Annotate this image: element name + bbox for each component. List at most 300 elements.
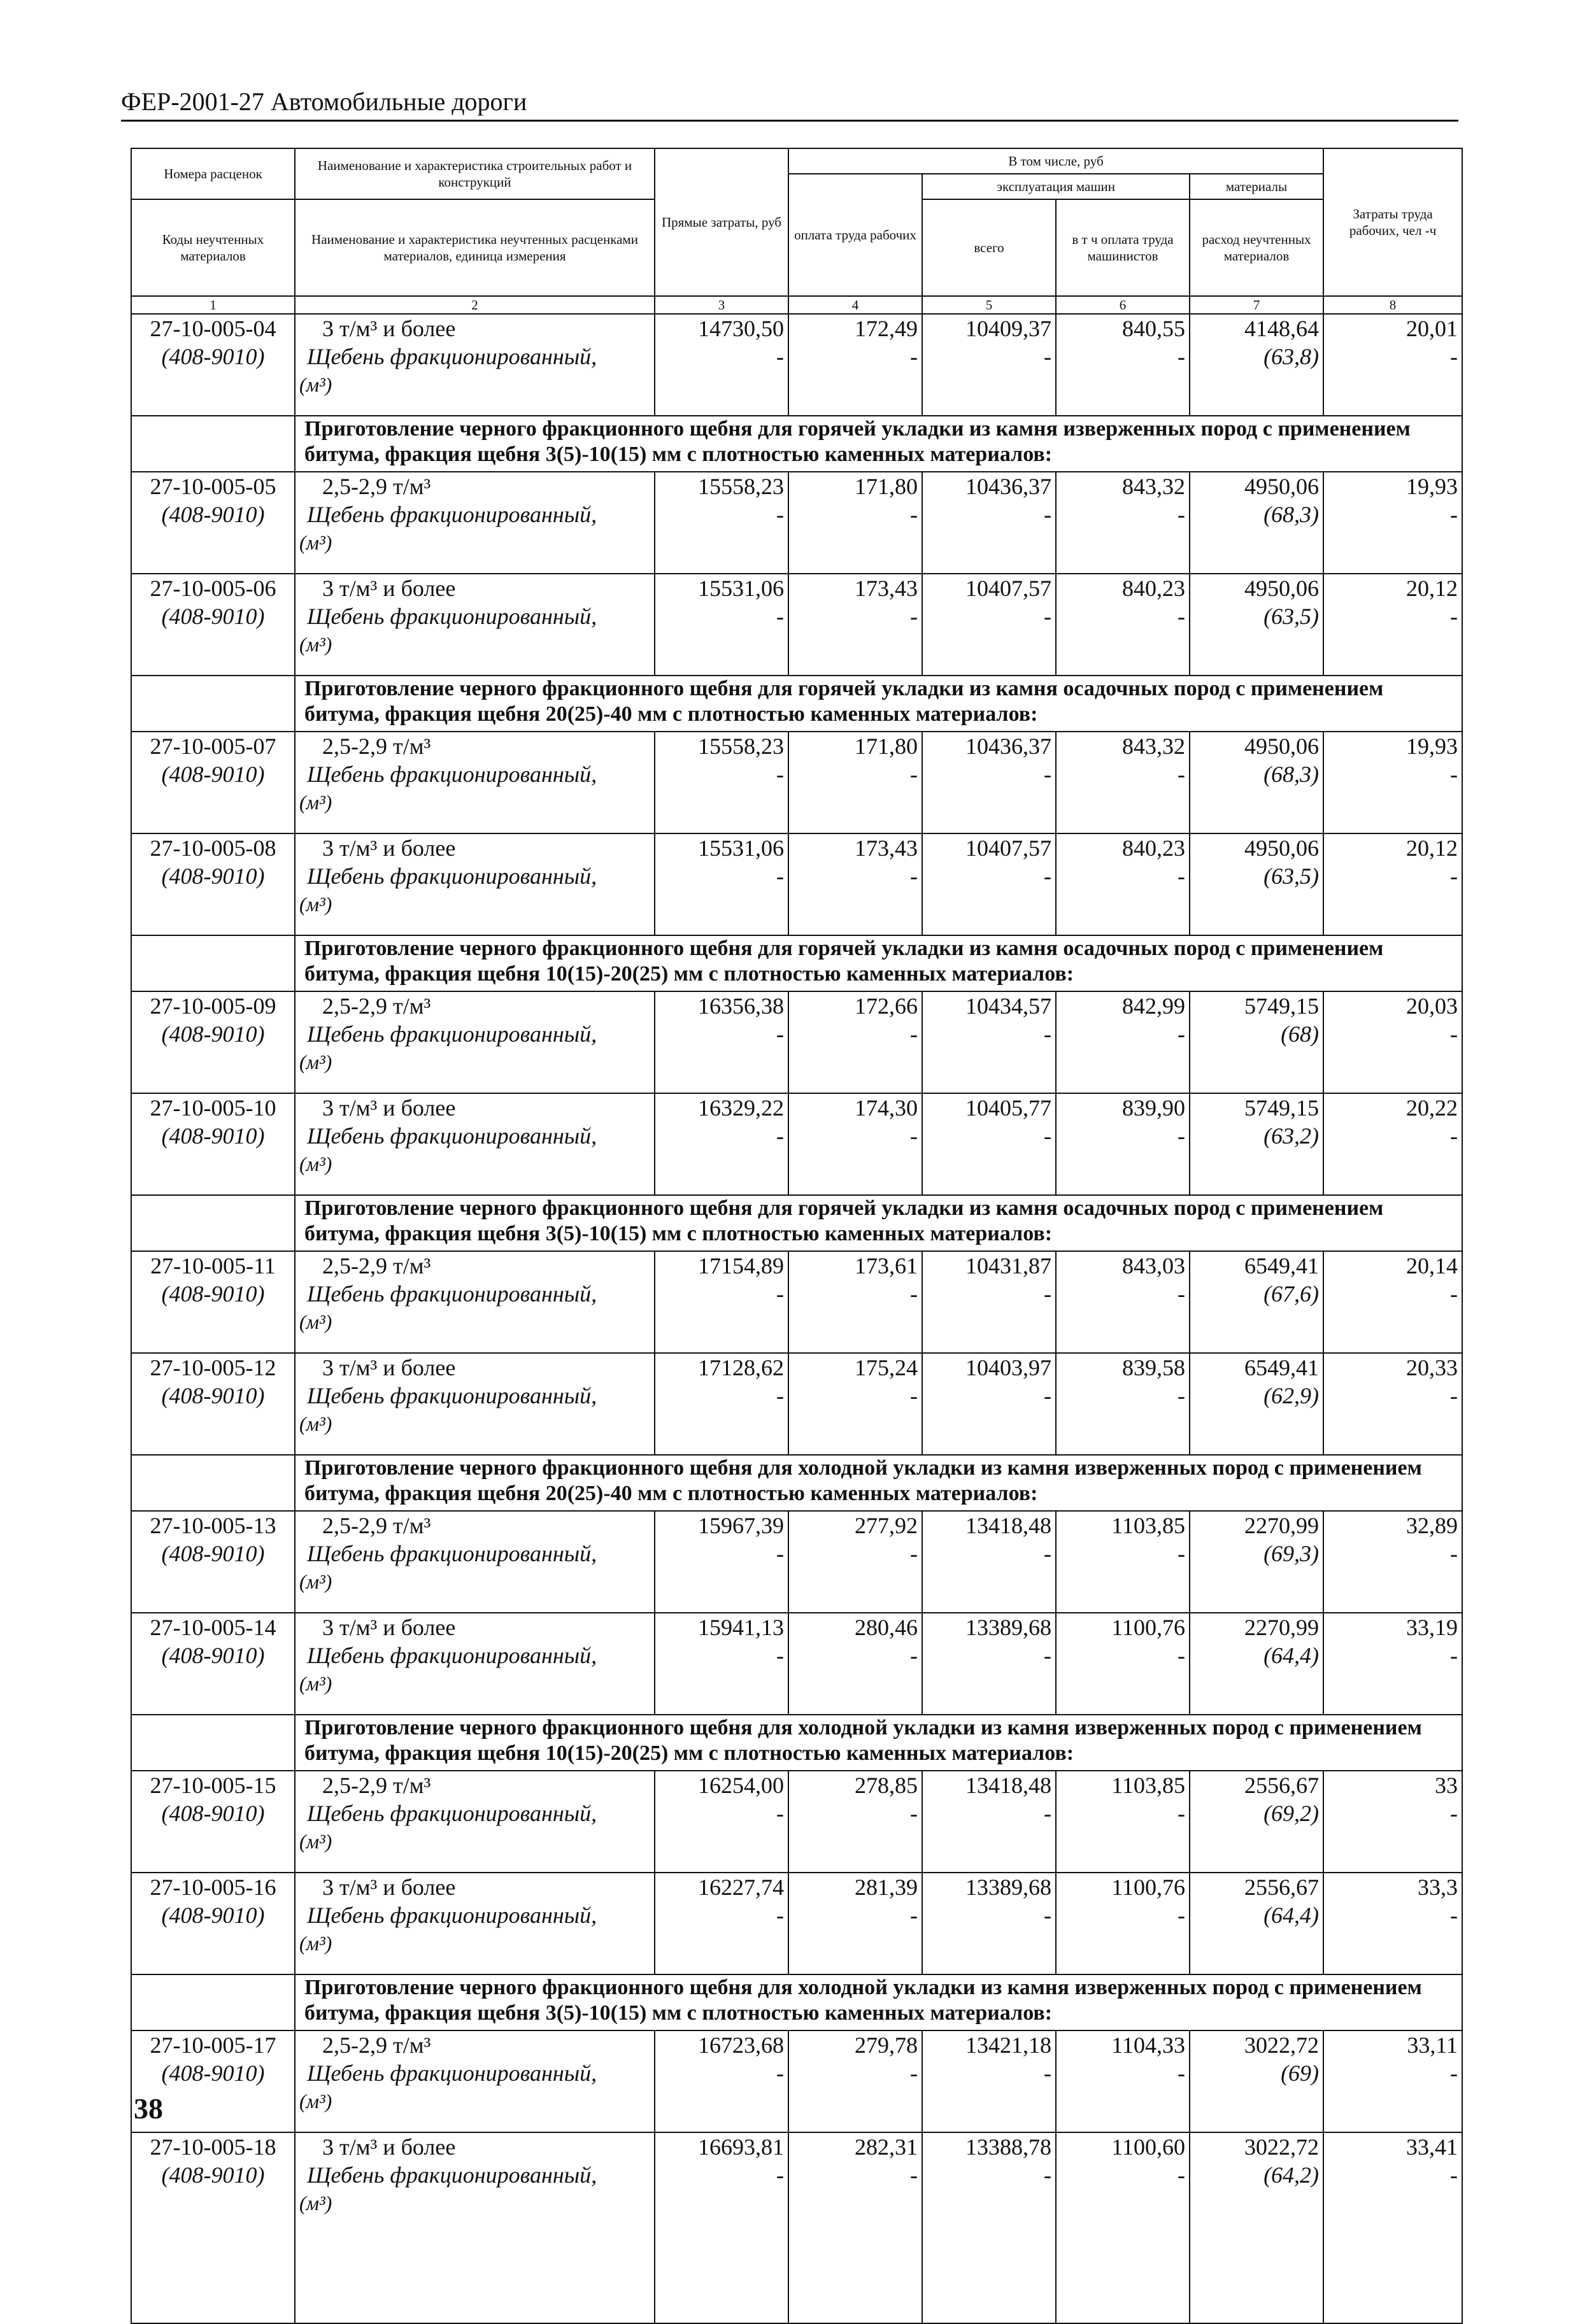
head-material-codes: Коды неучтенных материалов (131, 199, 295, 296)
labor-hours-cell (1323, 472, 1462, 574)
material-quantity: (63,2) (1263, 1123, 1320, 1149)
work-name-cell (295, 1251, 655, 1353)
labor-pay: 280,46 (855, 1615, 918, 1640)
work-name-cell (295, 991, 655, 1093)
material-unit: (м³) (299, 1412, 332, 1435)
material-name: Щебень фракционированный, (307, 1643, 597, 1668)
machines-total-cell (922, 732, 1056, 833)
dash: - (910, 1123, 918, 1149)
work-name-cell (295, 314, 655, 416)
machinist-pay-cell (1056, 1771, 1190, 1873)
dash: - (1450, 502, 1458, 527)
dash: - (1450, 1383, 1458, 1408)
rate-code: 27-10-005-05 (150, 474, 276, 499)
work-name: 2,5-2,9 т/м³ (322, 1513, 431, 1538)
machinist-pay: 839,58 (1122, 1355, 1185, 1380)
labor-hours-cell (1323, 1511, 1462, 1613)
dash: - (1450, 762, 1458, 787)
rate-code-cell (131, 732, 295, 833)
direct-cost-cell (655, 1771, 788, 1873)
materials-cost: 2556,67 (1244, 1773, 1320, 1798)
direct-cost-cell (655, 1353, 788, 1455)
head-direct-costs: Прямые затраты, руб (655, 148, 788, 296)
work-name: 3 т/м³ и более (322, 1355, 456, 1380)
direct-cost-cell (655, 1511, 788, 1613)
materials-cost: 4950,06 (1244, 474, 1320, 499)
dash: - (910, 1383, 918, 1408)
direct-cost: 15558,23 (698, 474, 784, 499)
section-title: Приготовление черного фракционного щебня для горячей укладки из камня осадочных пород с применением битума, фракция щебня 20(25)-40 мм с плотностью каменных материалов: (295, 676, 1462, 732)
rate-code: 27-10-005-09 (150, 993, 276, 1019)
labor-hours-cell (1323, 1873, 1462, 1974)
rate-code: 27-10-005-14 (150, 1615, 276, 1640)
rate-code-cell (131, 574, 295, 676)
material-code: (408-9010) (161, 604, 265, 629)
rate-code: 27-10-005-17 (150, 2032, 276, 2058)
price-table (131, 148, 1463, 2324)
material-name: Щебень фракционированный, (307, 604, 597, 629)
machines-total-cell (922, 2132, 1056, 2323)
labor-pay: 281,39 (855, 1874, 918, 1900)
machines-total: 10405,77 (965, 1095, 1051, 1121)
direct-cost: 15558,23 (698, 733, 784, 759)
materials-cost: 2556,67 (1244, 1874, 1320, 1900)
labor-hours: 33,3 (1418, 1874, 1458, 1900)
dash: - (910, 2162, 918, 2188)
work-name-cell (295, 1613, 655, 1715)
direct-cost-cell (655, 314, 788, 416)
materials-cell (1190, 2132, 1323, 2323)
dash: - (1450, 1021, 1458, 1047)
dash: - (1178, 2162, 1185, 2188)
direct-cost-cell (655, 1873, 788, 1974)
materials-cell (1190, 314, 1323, 416)
material-quantity: (64,2) (1263, 2162, 1320, 2188)
section-spacer (131, 1195, 295, 1251)
section-spacer (131, 416, 295, 472)
materials-cell (1190, 574, 1323, 676)
section-title: Приготовление черного фракционного щебня для холодной укладки из камня изверженных пород с применением битума, фракция щебня 10(15)-20(25) мм с плотностью каменных материалов: (295, 1715, 1462, 1771)
rate-code: 27-10-005-10 (150, 1095, 276, 1121)
work-name: 3 т/м³ и более (322, 316, 456, 341)
materials-cost: 4950,06 (1244, 835, 1320, 861)
labor-pay: 171,80 (855, 733, 918, 759)
direct-cost: 17128,62 (698, 1355, 784, 1380)
machines-total-cell (922, 1251, 1056, 1353)
direct-cost: 16329,22 (698, 1095, 784, 1121)
direct-cost-cell (655, 2132, 788, 2323)
labor-pay: 172,66 (855, 993, 918, 1019)
material-name: Щебень фракционированный, (307, 2162, 597, 2188)
machinist-pay-cell (1056, 2030, 1190, 2132)
labor-pay: 172,49 (855, 316, 918, 341)
labor-hours: 33,41 (1406, 2134, 1458, 2160)
dash: - (1044, 1383, 1051, 1408)
material-quantity: (63,5) (1263, 604, 1320, 629)
material-code: (408-9010) (161, 762, 265, 787)
machines-total: 13418,48 (965, 1773, 1051, 1798)
direct-cost: 17154,89 (698, 1253, 784, 1279)
machines-total: 10436,37 (965, 733, 1051, 759)
direct-cost: 16227,74 (698, 1874, 784, 1900)
table-row (131, 1353, 1462, 1455)
material-quantity: (68,3) (1263, 502, 1320, 527)
machinist-pay: 1104,33 (1111, 2032, 1185, 2058)
direct-cost-cell (655, 2030, 788, 2132)
work-name-cell (295, 2132, 655, 2323)
labor-hours-cell (1323, 1251, 1462, 1353)
materials-cost: 4148,64 (1244, 316, 1320, 341)
labor-pay-cell (788, 2132, 922, 2323)
labor-pay: 173,43 (855, 576, 918, 601)
dash: - (1044, 604, 1051, 629)
table-row (131, 2030, 1462, 2132)
section-spacer (131, 676, 295, 732)
labor-pay: 173,43 (855, 835, 918, 861)
direct-cost-cell (655, 1613, 788, 1715)
materials-cell (1190, 1093, 1323, 1195)
labor-pay: 277,92 (855, 1513, 918, 1538)
rate-code-cell (131, 1511, 295, 1613)
material-quantity: (62,9) (1263, 1383, 1320, 1408)
machines-total: 13389,68 (965, 1615, 1051, 1640)
section-row (131, 1715, 1462, 1771)
material-code: (408-9010) (161, 1541, 265, 1566)
dash: - (910, 863, 918, 889)
machinist-pay-cell (1056, 574, 1190, 676)
materials-cell (1190, 2030, 1323, 2132)
rate-code: 27-10-005-15 (150, 1773, 276, 1798)
dash: - (1450, 1281, 1458, 1307)
table-row (131, 1613, 1462, 1715)
labor-pay: 171,80 (855, 474, 918, 499)
rate-code: 27-10-005-18 (150, 2134, 276, 2160)
machines-total-cell (922, 1093, 1056, 1195)
col-num: 4 (788, 296, 922, 314)
direct-cost: 16254,00 (698, 1773, 784, 1798)
materials-cell (1190, 472, 1323, 574)
work-name-cell (295, 732, 655, 833)
head-rate-numbers: Номера расценок (131, 148, 295, 199)
labor-hours-cell (1323, 314, 1462, 416)
dash: - (1178, 1902, 1185, 1928)
machinist-pay: 842,99 (1122, 993, 1185, 1019)
work-name: 3 т/м³ и более (322, 835, 456, 861)
material-unit: (м³) (299, 1152, 332, 1175)
material-code: (408-9010) (161, 2162, 265, 2188)
labor-hours: 20,01 (1406, 316, 1458, 341)
rate-code-cell (131, 833, 295, 935)
machines-total-cell (922, 833, 1056, 935)
dash: - (776, 344, 784, 369)
machinist-pay: 843,32 (1122, 733, 1185, 759)
labor-hours: 33 (1435, 1773, 1458, 1798)
work-name-cell (295, 1511, 655, 1613)
rate-code: 27-10-005-16 (150, 1874, 276, 1900)
material-name: Щебень фракционированный, (307, 502, 597, 527)
dash: - (1178, 1383, 1185, 1408)
direct-cost: 15531,06 (698, 835, 784, 861)
work-name: 2,5-2,9 т/м³ (322, 1773, 431, 1798)
section-spacer (131, 1715, 295, 1771)
dash: - (1044, 1902, 1051, 1928)
machinist-pay-cell (1056, 991, 1190, 1093)
direct-cost-cell (655, 833, 788, 935)
labor-hours: 20,12 (1406, 576, 1458, 601)
labor-hours-cell (1323, 2132, 1462, 2323)
material-unit: (м³) (299, 791, 332, 814)
rate-code: 27-10-005-04 (150, 316, 276, 341)
dash: - (1450, 2060, 1458, 2086)
machines-total-cell (922, 1511, 1056, 1613)
dash: - (1044, 502, 1051, 527)
materials-cost: 4950,06 (1244, 576, 1320, 601)
dash: - (776, 1541, 784, 1566)
table-row (131, 2132, 1462, 2323)
machines-total-cell (922, 314, 1056, 416)
labor-pay-cell (788, 1613, 922, 1715)
section-title: Приготовление черного фракционного щебня для горячей укладки из камня осадочных пород с применением битума, фракция щебня 10(15)-20(25) мм с плотностью каменных материалов: (295, 935, 1462, 991)
table-row (131, 1251, 1462, 1353)
dash: - (1178, 762, 1185, 787)
machines-total: 13389,68 (965, 1874, 1051, 1900)
section-row (131, 1455, 1462, 1511)
col-num: 7 (1190, 296, 1323, 314)
machines-total-cell (922, 472, 1056, 574)
material-code: (408-9010) (161, 1902, 265, 1928)
dash: - (776, 1902, 784, 1928)
direct-cost-cell (655, 574, 788, 676)
dash: - (910, 604, 918, 629)
work-name-cell (295, 2030, 655, 2132)
direct-cost-cell (655, 732, 788, 833)
materials-cell (1190, 1511, 1323, 1613)
section-row (131, 676, 1462, 732)
table-body (131, 314, 1462, 2323)
material-name: Щебень фракционированный, (307, 1902, 597, 1928)
section-row (131, 1974, 1462, 2030)
rate-code: 27-10-005-06 (150, 576, 276, 601)
labor-hours-cell (1323, 1353, 1462, 1455)
dash: - (910, 2060, 918, 2086)
material-quantity: (69,2) (1263, 1801, 1320, 1826)
direct-cost: 15531,06 (698, 576, 784, 601)
machinist-pay: 1100,60 (1111, 2134, 1185, 2160)
machinist-pay-cell (1056, 2132, 1190, 2323)
machines-total-cell (922, 1771, 1056, 1873)
materials-cell (1190, 1613, 1323, 1715)
dash: - (1044, 1021, 1051, 1047)
dash: - (1044, 1123, 1051, 1149)
labor-pay-cell (788, 1873, 922, 1974)
material-quantity: (64,4) (1263, 1643, 1320, 1668)
materials-cell (1190, 1251, 1323, 1353)
dash: - (1178, 604, 1185, 629)
materials-cell (1190, 1353, 1323, 1455)
direct-cost: 16356,38 (698, 993, 784, 1019)
labor-hours-cell (1323, 1093, 1462, 1195)
machines-total: 10407,57 (965, 835, 1051, 861)
work-name-cell (295, 574, 655, 676)
labor-pay-cell (788, 1093, 922, 1195)
labor-pay: 282,31 (855, 2134, 918, 2160)
machines-total: 10409,37 (965, 316, 1051, 341)
machines-total-cell (922, 1353, 1056, 1455)
dash: - (910, 1021, 918, 1047)
dash: - (776, 2060, 784, 2086)
dash: - (1044, 1643, 1051, 1668)
material-code: (408-9010) (161, 1281, 265, 1307)
material-name: Щебень фракционированный, (307, 344, 597, 369)
dash: - (1178, 344, 1185, 369)
section-row (131, 416, 1462, 472)
labor-hours: 32,89 (1406, 1513, 1458, 1538)
material-unit: (м³) (299, 2192, 332, 2214)
work-name-cell (295, 833, 655, 935)
material-name: Щебень фракционированный, (307, 1541, 597, 1566)
machinist-pay-cell (1056, 1613, 1190, 1715)
labor-pay: 175,24 (855, 1355, 918, 1380)
section-title: Приготовление черного фракционного щебня для холодной укладки из камня изверженных пород с применением битума, фракция щебня 3(5)-10(15) мм с плотностью каменных материалов: (295, 1974, 1462, 2030)
dash: - (776, 2162, 784, 2188)
table-row (131, 574, 1462, 676)
material-code: (408-9010) (161, 2060, 265, 2086)
work-name: 3 т/м³ и более (322, 2134, 456, 2160)
materials-cost: 3022,72 (1244, 2032, 1320, 2058)
labor-pay-cell (788, 472, 922, 574)
machinist-pay: 840,23 (1122, 576, 1185, 601)
section-row (131, 1195, 1462, 1251)
dash: - (910, 1902, 918, 1928)
material-quantity: (69) (1281, 2060, 1320, 2086)
machinist-pay-cell (1056, 1093, 1190, 1195)
direct-cost-cell (655, 1093, 788, 1195)
table-row (131, 1771, 1462, 1873)
material-name: Щебень фракционированный, (307, 1383, 597, 1408)
machines-total: 10434,57 (965, 993, 1051, 1019)
head-machinist-pay: в т ч оплата труда машинистов (1056, 199, 1190, 296)
rate-code-cell (131, 991, 295, 1093)
rate-code: 27-10-005-07 (150, 733, 276, 759)
labor-hours: 20,03 (1406, 993, 1458, 1019)
head-including: В том числе, руб (788, 148, 1323, 174)
labor-hours-cell (1323, 2030, 1462, 2132)
dash: - (910, 344, 918, 369)
labor-hours: 33,11 (1407, 2032, 1458, 2058)
machinist-pay: 1103,85 (1111, 1773, 1185, 1798)
machines-total: 13388,78 (965, 2134, 1051, 2160)
table-head (131, 148, 1462, 314)
dash: - (910, 1281, 918, 1307)
dash: - (1044, 762, 1051, 787)
head-machines: эксплуатация машин (922, 174, 1190, 199)
labor-hours-cell (1323, 1771, 1462, 1873)
dash: - (1450, 604, 1458, 629)
dash: - (1178, 1801, 1185, 1826)
section-title: Приготовление черного фракционного щебня для холодной укладки из камня изверженных пород с применением битума, фракция щебня 20(25)-40 мм с плотностью каменных материалов: (295, 1455, 1462, 1511)
machinist-pay: 840,23 (1122, 835, 1185, 861)
machinist-pay: 843,03 (1122, 1253, 1185, 1279)
machinist-pay-cell (1056, 732, 1190, 833)
rate-code-cell (131, 1353, 295, 1455)
labor-hours-cell (1323, 574, 1462, 676)
work-name-cell (295, 472, 655, 574)
dash: - (776, 1801, 784, 1826)
materials-cost: 4950,06 (1244, 733, 1320, 759)
labor-pay-cell (788, 1251, 922, 1353)
labor-hours: 20,12 (1406, 835, 1458, 861)
labor-pay-cell (788, 574, 922, 676)
labor-hours: 33,19 (1406, 1615, 1458, 1640)
machinist-pay: 843,32 (1122, 474, 1185, 499)
table-row (131, 833, 1462, 935)
table-row (131, 1511, 1462, 1613)
machinist-pay-cell (1056, 1511, 1190, 1613)
machines-total-cell (922, 1613, 1056, 1715)
rate-code-cell (131, 1613, 295, 1715)
material-quantity: (69,3) (1263, 1541, 1320, 1566)
material-name: Щебень фракционированный, (307, 863, 597, 889)
page-header: ФЕР-2001-27 Автомобильные дороги (121, 87, 1458, 122)
rate-code: 27-10-005-12 (150, 1355, 276, 1380)
direct-cost-cell (655, 1251, 788, 1353)
dash: - (776, 1281, 784, 1307)
labor-pay: 173,61 (855, 1253, 918, 1279)
col-num: 3 (655, 296, 788, 314)
head-work-name: Наименование и характеристика строительных работ и конструкций (295, 148, 655, 199)
labor-hours-cell (1323, 1613, 1462, 1715)
work-name-cell (295, 1353, 655, 1455)
head-labor-hours: Затраты труда рабочих, чел -ч (1323, 148, 1462, 296)
section-spacer (131, 1455, 295, 1511)
dash: - (1178, 863, 1185, 889)
material-name: Щебень фракционированный, (307, 1021, 597, 1047)
table-row (131, 1873, 1462, 1974)
machines-total: 13418,48 (965, 1513, 1051, 1538)
material-quantity: (67,6) (1263, 1281, 1320, 1307)
machinist-pay-cell (1056, 833, 1190, 935)
col-num: 8 (1323, 296, 1462, 314)
labor-hours: 20,33 (1406, 1355, 1458, 1380)
dash: - (1450, 2162, 1458, 2188)
head-materials: материалы (1190, 174, 1323, 199)
material-code: (408-9010) (161, 502, 265, 527)
material-quantity: (63,5) (1263, 863, 1320, 889)
machinist-pay: 840,55 (1122, 316, 1185, 341)
table-row (131, 991, 1462, 1093)
dash: - (1450, 1123, 1458, 1149)
materials-cost: 3022,72 (1244, 2134, 1320, 2160)
column-numbers-row (131, 296, 1462, 314)
dash: - (1178, 1643, 1185, 1668)
work-name: 2,5-2,9 т/м³ (322, 993, 431, 1019)
material-name: Щебень фракционированный, (307, 2060, 597, 2086)
materials-cell (1190, 732, 1323, 833)
dash: - (1044, 2162, 1051, 2188)
machines-total: 10431,87 (965, 1253, 1051, 1279)
dash: - (910, 1643, 918, 1668)
labor-hours: 19,93 (1406, 733, 1458, 759)
dash: - (1178, 1281, 1185, 1307)
dash: - (910, 502, 918, 527)
section-title: Приготовление черного фракционного щебня для горячей укладки из камня изверженных пород с применением битума, фракция щебня 3(5)-10(15) мм с плотностью каменных материалов: (295, 416, 1462, 472)
material-unit: (м³) (299, 893, 332, 916)
material-code: (408-9010) (161, 1643, 265, 1668)
machinist-pay-cell (1056, 1251, 1190, 1353)
rate-code-cell (131, 1771, 295, 1873)
material-unit: (м³) (299, 1051, 332, 1073)
material-quantity: (63,8) (1263, 344, 1320, 369)
